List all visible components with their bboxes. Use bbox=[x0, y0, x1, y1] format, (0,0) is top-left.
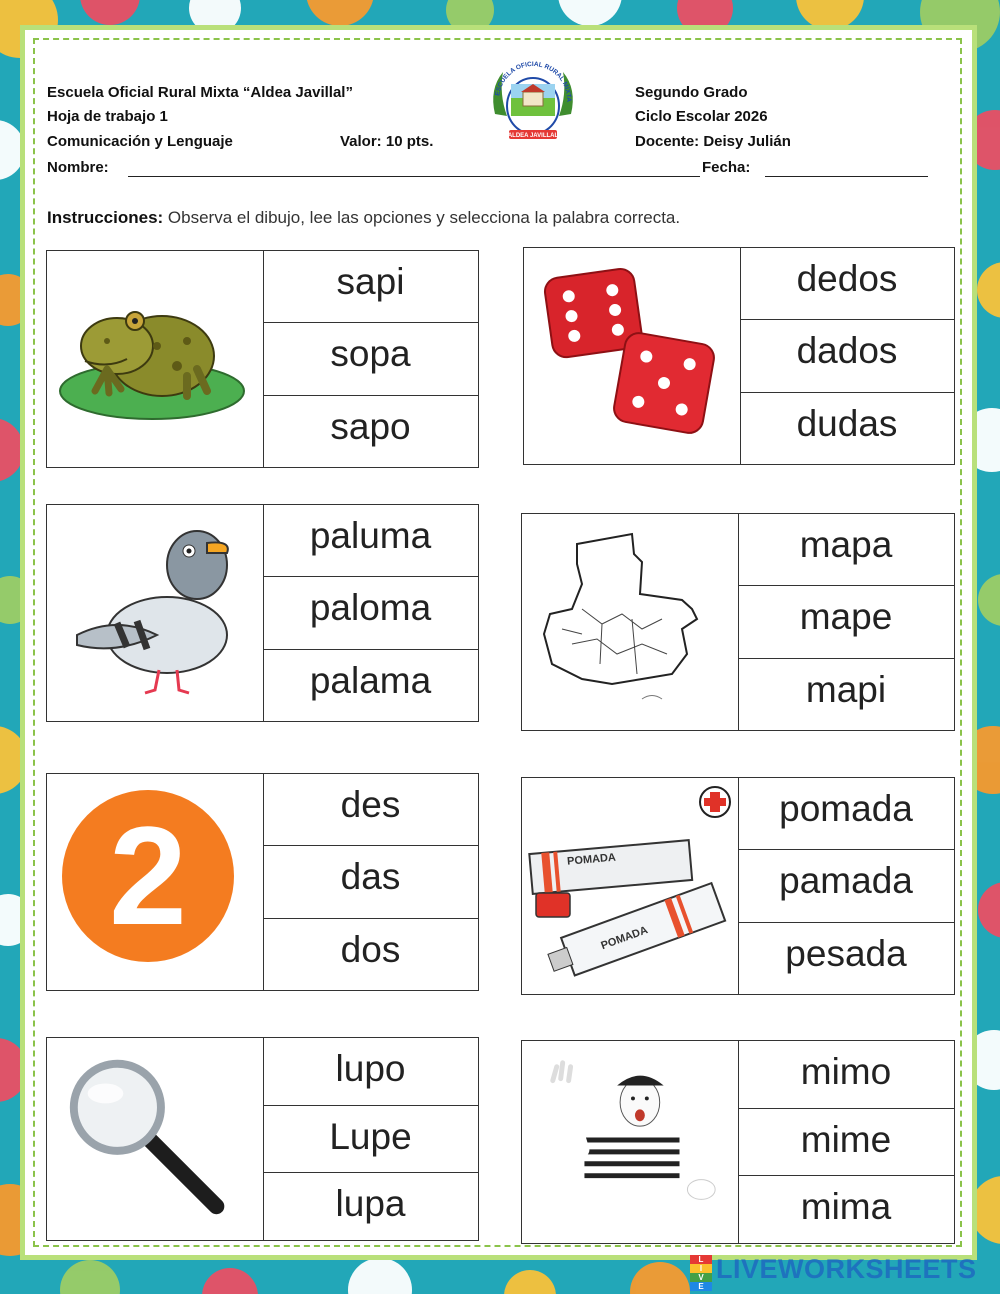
option-dudas[interactable]: dudas bbox=[740, 392, 954, 464]
option-palama[interactable]: palama bbox=[263, 649, 478, 721]
dice-picture bbox=[524, 248, 741, 464]
number-two-picture bbox=[47, 774, 264, 990]
liveworksheets-badge-icon: L I V E bbox=[690, 1255, 712, 1283]
option-dos[interactable]: dos bbox=[263, 918, 478, 990]
svg-text:POMADA: POMADA bbox=[599, 924, 650, 953]
option-pesada[interactable]: pesada bbox=[738, 922, 954, 994]
magnifying-glass-icon bbox=[47, 1038, 263, 1240]
option-lupo[interactable]: lupo bbox=[335, 1048, 406, 1089]
grade: Segundo Grado bbox=[635, 84, 748, 101]
school-name: Escuela Oficial Rural Mixta “Aldea Javillal” bbox=[47, 84, 353, 101]
option-sapo[interactable]: sapo bbox=[263, 395, 478, 467]
option-pomada[interactable]: pomada bbox=[779, 788, 913, 829]
pigeon-icon bbox=[47, 505, 263, 721]
map-picture bbox=[522, 514, 739, 730]
option-mapa[interactable]: mapa bbox=[799, 524, 893, 565]
option-sapi[interactable]: sapi bbox=[336, 261, 405, 302]
ointment-picture bbox=[522, 778, 739, 994]
pigeon-picture bbox=[47, 505, 264, 721]
instructions-label: Instrucciones: bbox=[47, 208, 164, 227]
option-lupa[interactable]: lupa bbox=[263, 1172, 478, 1240]
subject: Comunicación y Lenguaje bbox=[47, 133, 233, 150]
school-seal-logo bbox=[485, 54, 581, 146]
option-paloma[interactable]: paloma bbox=[263, 576, 478, 648]
question-card-pigeon bbox=[46, 504, 479, 722]
option-das[interactable]: das bbox=[263, 845, 478, 917]
question-card-number-two bbox=[46, 773, 479, 991]
option-mape[interactable]: mape bbox=[738, 585, 954, 657]
instructions-text: Observa el dibujo, lee las opciones y selecciona la palabra correcta. bbox=[163, 208, 681, 227]
question-card-mime bbox=[521, 1040, 955, 1244]
worksheet-number: Hoja de trabajo 1 bbox=[47, 108, 168, 125]
date-label: Fecha: bbox=[702, 159, 751, 176]
date-input-line[interactable] bbox=[765, 176, 928, 177]
option-pamada[interactable]: pamada bbox=[738, 849, 954, 921]
svg-text:ALDEA JAVILLAL: ALDEA JAVILLAL bbox=[507, 133, 559, 139]
teacher: Docente: Deisy Julián bbox=[635, 133, 791, 150]
magnifier-picture bbox=[47, 1038, 264, 1240]
question-card-ointment bbox=[521, 777, 955, 995]
option-Lupe[interactable]: Lupe bbox=[263, 1105, 478, 1173]
frog-icon bbox=[47, 251, 263, 467]
mime-picture bbox=[522, 1041, 739, 1243]
option-sopa[interactable]: sopa bbox=[263, 322, 478, 394]
liveworksheets-text: LIVEWORKSHEETS bbox=[716, 1253, 977, 1284]
svg-text:ESCUELA OFICIAL RURAL MIXTA: ESCUELA OFICIAL RURAL MIXTA bbox=[494, 60, 573, 103]
school-cycle: Ciclo Escolar 2026 bbox=[635, 108, 768, 125]
option-mimo[interactable]: mimo bbox=[800, 1051, 892, 1092]
number-two-icon bbox=[47, 774, 263, 990]
svg-text:POMADA: POMADA bbox=[566, 851, 617, 868]
frog-picture bbox=[47, 251, 264, 467]
option-dados[interactable]: dados bbox=[740, 319, 954, 391]
option-paluma[interactable]: paluma bbox=[309, 515, 432, 556]
dice-icon bbox=[524, 248, 740, 464]
question-card-frog bbox=[46, 250, 479, 468]
question-card-magnifier bbox=[46, 1037, 479, 1241]
option-mima[interactable]: mima bbox=[738, 1175, 954, 1243]
name-input-line[interactable] bbox=[128, 176, 700, 177]
ointment-icon bbox=[522, 778, 738, 994]
option-des[interactable]: des bbox=[340, 784, 401, 825]
points-value: Valor: 10 pts. bbox=[340, 133, 434, 150]
instructions bbox=[47, 208, 680, 228]
liveworksheets-logo[interactable] bbox=[690, 1253, 977, 1291]
option-mapi[interactable]: mapi bbox=[738, 658, 954, 730]
name-label: Nombre: bbox=[47, 159, 109, 176]
svg-text:2: 2 bbox=[109, 797, 187, 954]
option-dedos[interactable]: dedos bbox=[796, 258, 898, 299]
question-card-map bbox=[521, 513, 955, 731]
mime-icon bbox=[522, 1041, 738, 1243]
question-card-dice bbox=[523, 247, 955, 465]
map-icon bbox=[522, 514, 738, 730]
option-mime[interactable]: mime bbox=[738, 1108, 954, 1176]
